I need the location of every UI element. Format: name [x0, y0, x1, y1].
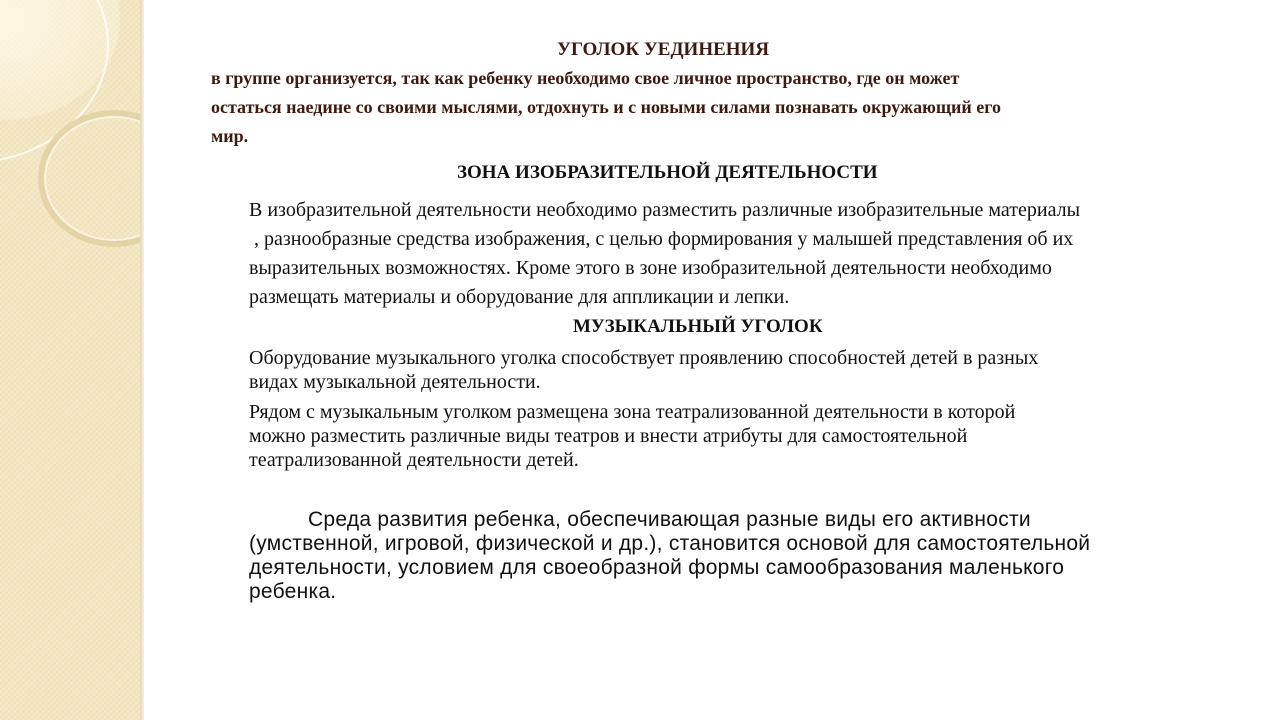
- art-zone-line-4: размещать материалы и оборудование для аппликации и лепки.: [249, 286, 790, 308]
- privacy-corner-title: УГОЛОК УЕДИНЕНИЯ: [557, 39, 770, 60]
- conclusion-line-1: Среда развития ребенка, обеспечивающая разные виды его активности: [308, 508, 1031, 531]
- privacy-corner-line-3: мир.: [211, 126, 249, 146]
- music-corner-p2-line-2: можно разместить различные виды театров и внести атрибуты для самостоятельной: [249, 425, 968, 447]
- conclusion-line-4: ребенка.: [249, 580, 337, 603]
- art-zone-line-3: выразительных возможностях. Кроме этого в зоне изобразительной деятельности необходимо: [249, 257, 1052, 279]
- art-zone-title: ЗОНА ИЗОБРАЗИТЕЛЬНОЙ ДЕЯТЕЛЬНОСТИ: [457, 162, 878, 183]
- music-corner-p1-line-1: Оборудование музыкального уголка способствует проявлению способностей детей в разных: [249, 347, 1039, 369]
- conclusion-line-3: деятельности, условием для своеобразной формы самообразования маленького: [249, 556, 1065, 579]
- music-corner-p1-line-2: видах музыкальной деятельности.: [249, 371, 541, 393]
- art-zone-line-1: В изобразительной деятельности необходимо разместить различные изобразительные материалы: [249, 199, 1081, 221]
- conclusion-line-2: (умственной, игровой, физической и др.), становится основой для самостоятельной: [249, 532, 1091, 555]
- music-corner-title: МУЗЫКАЛЬНЫЙ УГОЛОК: [573, 316, 823, 337]
- music-corner-p2-line-3: театрализованной деятельности детей.: [249, 449, 579, 471]
- art-zone-line-2: , разнообразные средства изображения, с целью формирования у малышей представления об их: [249, 228, 1074, 250]
- privacy-corner-line-1: в группе организуется, так как ребенку необходимо свое личное пространство, где он может: [211, 68, 960, 88]
- privacy-corner-line-2: остаться наедине со своими мыслями, отдохнуть и с новыми силами познавать окружающий его: [211, 97, 1001, 117]
- music-corner-p2-line-1: Рядом с музыкальным уголком размещена зона театрализованной деятельности в которой: [249, 401, 1016, 423]
